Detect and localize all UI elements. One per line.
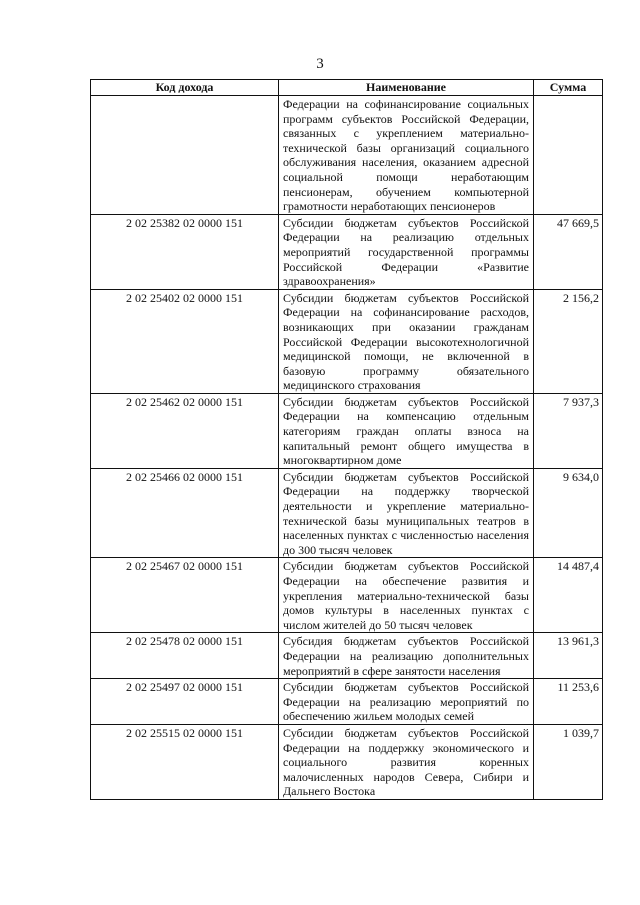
table-row (91, 214, 603, 289)
income-code: 2 02 25467 02 0000 151 (91, 558, 279, 633)
income-amount: 2 156,2 (534, 289, 603, 393)
header-amount: Сумма (534, 80, 603, 96)
income-amount: 14 487,4 (534, 558, 603, 633)
table-row (91, 393, 603, 468)
income-code: 2 02 25402 02 0000 151 (91, 289, 279, 393)
income-code: 2 02 25515 02 0000 151 (91, 724, 279, 799)
income-name: Субсидии бюджетам субъектов Российской Федерации на реализацию мероприятий по обеспечению жильем молодых семей (279, 679, 534, 725)
income-amount: 13 961,3 (534, 633, 603, 679)
table-row (91, 468, 603, 558)
header-code: Код дохода (91, 80, 279, 96)
income-name: Субсидии бюджетам субъектов Российской Федерации на софинансирование расходов, возникающих при оказании гражданам Российской Федерации высокотехнологичной медицинской помощи, не включенной в базовую программу обязательного медицинского страхования (279, 289, 534, 393)
income-code: 2 02 25382 02 0000 151 (91, 214, 279, 289)
page-number: 3 (316, 56, 324, 72)
income-name: Субсидии бюджетам субъектов Российской Федерации на поддержку экономического и социального развития коренных малочисленных народов Севера, Сибири и Дальнего Востока (279, 724, 534, 799)
table-row (91, 289, 603, 393)
table-row (91, 679, 603, 725)
income-amount: 47 669,5 (534, 214, 603, 289)
income-code: 2 02 25462 02 0000 151 (91, 393, 279, 468)
income-amount: 7 937,3 (534, 393, 603, 468)
income-code: 2 02 25478 02 0000 151 (91, 633, 279, 679)
table-row (91, 633, 603, 679)
table-row (91, 96, 603, 215)
income-amount: 9 634,0 (534, 468, 603, 558)
income-name: Субсидии бюджетам субъектов Российской Федерации на компенсацию отдельным категориям граждан оплаты взноса на капитальный ремонт общего имущества в многоквартирном доме (279, 393, 534, 468)
income-code: 2 02 25466 02 0000 151 (91, 468, 279, 558)
income-name: Субсидия бюджетам субъектов Российской Федерации на реализацию дополнительных мероприятий в сфере занятости населения (279, 633, 534, 679)
income-name: Субсидии бюджетам субъектов Российской Федерации на реализацию отдельных мероприятий государственной программы Российской Федерации «Развитие здравоохранения» (279, 214, 534, 289)
table-row (91, 724, 603, 799)
income-code: 2 02 25497 02 0000 151 (91, 679, 279, 725)
income-amount (534, 96, 603, 215)
header-name: Наименование (279, 80, 534, 96)
income-code (91, 96, 279, 215)
income-name: Субсидии бюджетам субъектов Российской Федерации на обеспечение развития и укрепления материально-технической базы домов культуры в населенных пунктах с числом жителей до 50 тысяч человек (279, 558, 534, 633)
income-amount: 11 253,6 (534, 679, 603, 725)
table-header-row (91, 80, 603, 96)
income-table (90, 79, 603, 800)
table-row (91, 558, 603, 633)
income-name: Федерации на софинансирование социальных программ субъектов Российской Федерации, связанных с укреплением материально-технической базы организаций социального обслуживания населения, оказанием адресной социальной помощи неработающим пенсионерам, обучением компьютерной грамотности неработающих пенсионеров (279, 96, 534, 215)
income-name: Субсидии бюджетам субъектов Российской Федерации на поддержку творческой деятельности и укрепление материально-технической базы муниципальных театров в населенных пунктах с численностью населения до 300 тысяч человек (279, 468, 534, 558)
income-amount: 1 039,7 (534, 724, 603, 799)
